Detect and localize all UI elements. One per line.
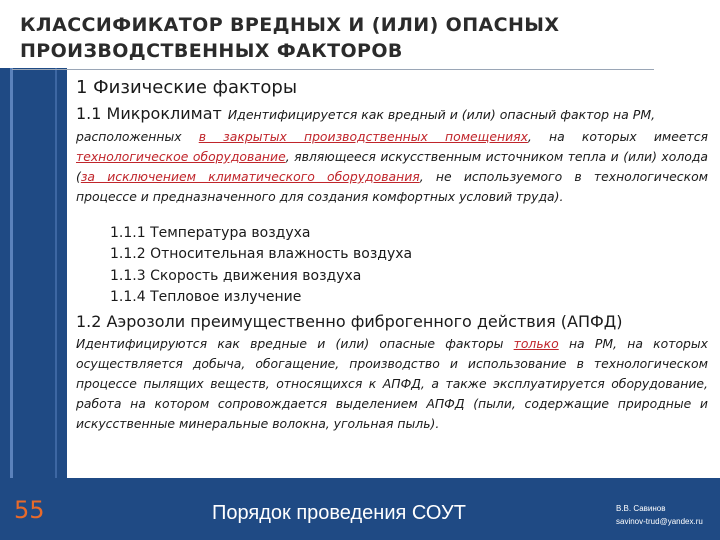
left-decor-stripe bbox=[10, 0, 13, 540]
paragraph-text: , являющееся искусственным источником тепла и (или) холода ( bbox=[76, 149, 708, 184]
left-decor-stripe-inner bbox=[55, 0, 57, 540]
slide-title-line-2: ПРОИЗВОДСТВЕННЫХ ФАКТОРОВ bbox=[20, 40, 403, 62]
page-number: 55 bbox=[14, 496, 45, 524]
paragraph-text: Идентифицируются как вредные и (или) опасные факторы bbox=[76, 336, 514, 351]
section-1-1-heading: 1.1 Микроклимат bbox=[76, 104, 222, 123]
paragraph-text: , не используемого в технологическом процессе и предназначенного для создания комфортных условий труда). bbox=[76, 169, 708, 204]
paragraph-text: расположенных bbox=[76, 129, 199, 144]
paragraph-text: , на которых имеется bbox=[527, 129, 708, 144]
subitem-1-1-2: 1.1.2 Относительная влажность воздуха bbox=[110, 246, 413, 262]
section-1-heading: 1 Физические факторы bbox=[76, 77, 298, 98]
subitem-1-1-4: 1.1.4 Тепловое излучение bbox=[110, 289, 302, 305]
author-name: В.В. Савинов bbox=[616, 504, 666, 513]
highlighted-phrase: технологическое оборудование bbox=[76, 149, 286, 164]
paragraph-text: на РМ, на которых осуществляется добыча, обогащение, производство и использование в технологическом процессе пылящих веществ, относящихся к АПФД, а также эксплуатируется оборудование, работа на котором сопровождается выделением АПФД (пыли, содержащие природные и искусственные минеральные волокна, угольная пыль). bbox=[76, 336, 708, 431]
slide-title-line-1: КЛАССИФИКАТОР ВРЕДНЫХ И (ИЛИ) ОПАСНЫХ bbox=[20, 14, 560, 36]
section-1-1-heading-row bbox=[76, 104, 655, 123]
highlighted-phrase: за исключением климатического оборудования bbox=[80, 169, 420, 184]
section-1-1-paragraph bbox=[76, 127, 708, 207]
section-1-1-desc-start: Идентифицируется как вредный и (или) опасный фактор на РМ, bbox=[227, 107, 656, 122]
author-info bbox=[616, 502, 703, 528]
subitem-1-1-1: 1.1.1 Температура воздуха bbox=[110, 225, 311, 241]
subitem-1-1-3: 1.1.3 Скорость движения воздуха bbox=[110, 268, 362, 284]
highlighted-phrase: только bbox=[513, 336, 559, 351]
author-email: savinov-trud@yandex.ru bbox=[616, 517, 703, 526]
highlighted-phrase: в закрытых производственных помещениях bbox=[198, 129, 528, 144]
section-1-2-heading: 1.2 Аэрозоли преимущественно фиброгенного действия (АПФД) bbox=[76, 312, 623, 331]
title-divider bbox=[12, 69, 654, 70]
footer-title: Порядок проведения СОУТ bbox=[212, 502, 466, 524]
section-1-2-paragraph bbox=[76, 334, 708, 434]
